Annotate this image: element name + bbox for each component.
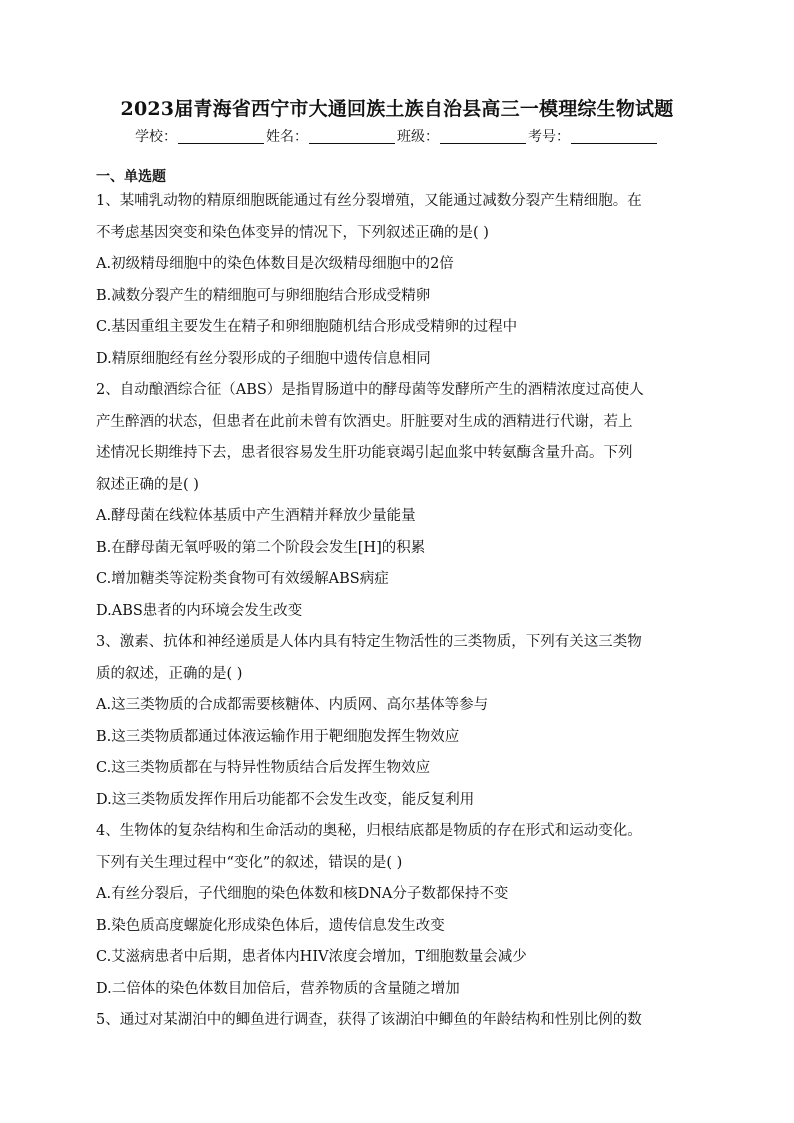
class-label: 班级： [397, 129, 439, 145]
option-a: A.这三类物质的合成都需要核糖体、内质网、高尔基体等参与 [96, 697, 489, 713]
question-stem-line: 3、激素、抗体和神经递质是人体内具有特定生物活性的三类物质，下列有关这三类物 [96, 634, 642, 650]
question-stem-line: 不考虑基因突变和染色体变异的情况下，下列叙述正确的是( ) [96, 224, 489, 241]
school-blank[interactable] [178, 129, 264, 144]
question-stem-line: 质的叙述，正确的是( ) [96, 665, 243, 682]
page-title: 2023届青海省西宁市大通回族土族自治县高三一模理综生物试题 [120, 98, 674, 120]
question-stem-line: 5、通过对某湖泊中的鲫鱼进行调查，获得了该湖泊中鲫鱼的年龄结构和性别比例的数 [96, 1012, 642, 1028]
option-b: B.染色质高度螺旋化形成染色体后，遗传信息发生改变 [96, 917, 445, 934]
option-c: C.这三类物质都在与特异性物质结合后发挥生物效应 [96, 760, 431, 776]
option-c: C.基因重组主要发生在精子和卵细胞随机结合形成受精卵的过程中 [96, 319, 518, 335]
question-3 [96, 627, 698, 816]
question-stem-line: 2、自动酿酒综合征（ABS）是指胃肠道中的酵母菌等发酵所产生的酒精浓度过高使人 [96, 382, 644, 398]
option-d: D.二倍体的染色体数目加倍后，营养物质的含量随之增加 [96, 980, 460, 997]
exam-number-label: 考号： [528, 129, 570, 145]
option-a: A.酵母菌在线粒体基质中产生酒精并释放少量能量 [96, 508, 416, 524]
question-stem-line: 4、生物体的复杂结构和生命活动的奥秘，归根结底都是物质的存在形式和运动变化。 [96, 823, 642, 839]
class-blank[interactable] [440, 129, 526, 144]
section-heading: 一、单选题 [96, 169, 166, 185]
question-stem-line: 述情况长期维持下去，患者很容易发生肝功能衰竭引起血浆中转氨酶含量升高。下列 [96, 445, 633, 461]
question-2 [96, 375, 698, 627]
question-stem-line: 下列有关生理过程中“变化”的叙述，错误的是( ) [96, 854, 403, 871]
option-b: B.在酵母菌无氧呼吸的第二个阶段会发生[H]的积累 [96, 539, 426, 556]
question-stem-line: 叙述正确的是( ) [96, 476, 199, 493]
option-b: B.这三类物质都通过体液运输作用于靶细胞发挥生物效应 [96, 728, 460, 745]
question-4 [96, 816, 698, 1005]
option-d: D.精原细胞经有丝分裂形成的子细胞中遗传信息相同 [96, 350, 431, 367]
option-a: A.有丝分裂后，子代细胞的染色体数和核DNA分子数都保持不变 [96, 886, 509, 902]
option-d: D.这三类物质发挥作用后功能都不会发生改变，能反复利用 [96, 791, 475, 808]
question-stem-line: 产生醉酒的状态，但患者在此前未曾有饮酒史。肝脏要对生成的酒精进行代谢，若上 [96, 413, 633, 430]
name-blank[interactable] [309, 129, 395, 144]
school-label: 学校： [135, 129, 177, 145]
option-d: D.ABS患者的内环境会发生改变 [96, 602, 303, 619]
option-b: B.减数分裂产生的精细胞可与卵细胞结合形成受精卵 [96, 287, 431, 304]
question-stem-line: 1、某哺乳动物的精原细胞既能通过有丝分裂增殖，又能通过减数分裂产生精细胞。在 [96, 193, 642, 209]
option-c: C.艾滋病患者中后期，患者体内HIV浓度会增加，T细胞数量会减少 [96, 949, 527, 965]
exam-number-blank[interactable] [571, 129, 657, 144]
student-info-line [0, 126, 794, 146]
name-label: 姓名： [266, 129, 308, 145]
question-5 [96, 1005, 698, 1037]
option-c: C.增加糖类等淀粉类食物可有效缓解ABS病症 [96, 571, 389, 587]
question-list [96, 186, 698, 1037]
question-1 [96, 186, 698, 375]
option-a: A.初级精母细胞中的染色体数目是次级精母细胞中的2倍 [96, 256, 454, 272]
